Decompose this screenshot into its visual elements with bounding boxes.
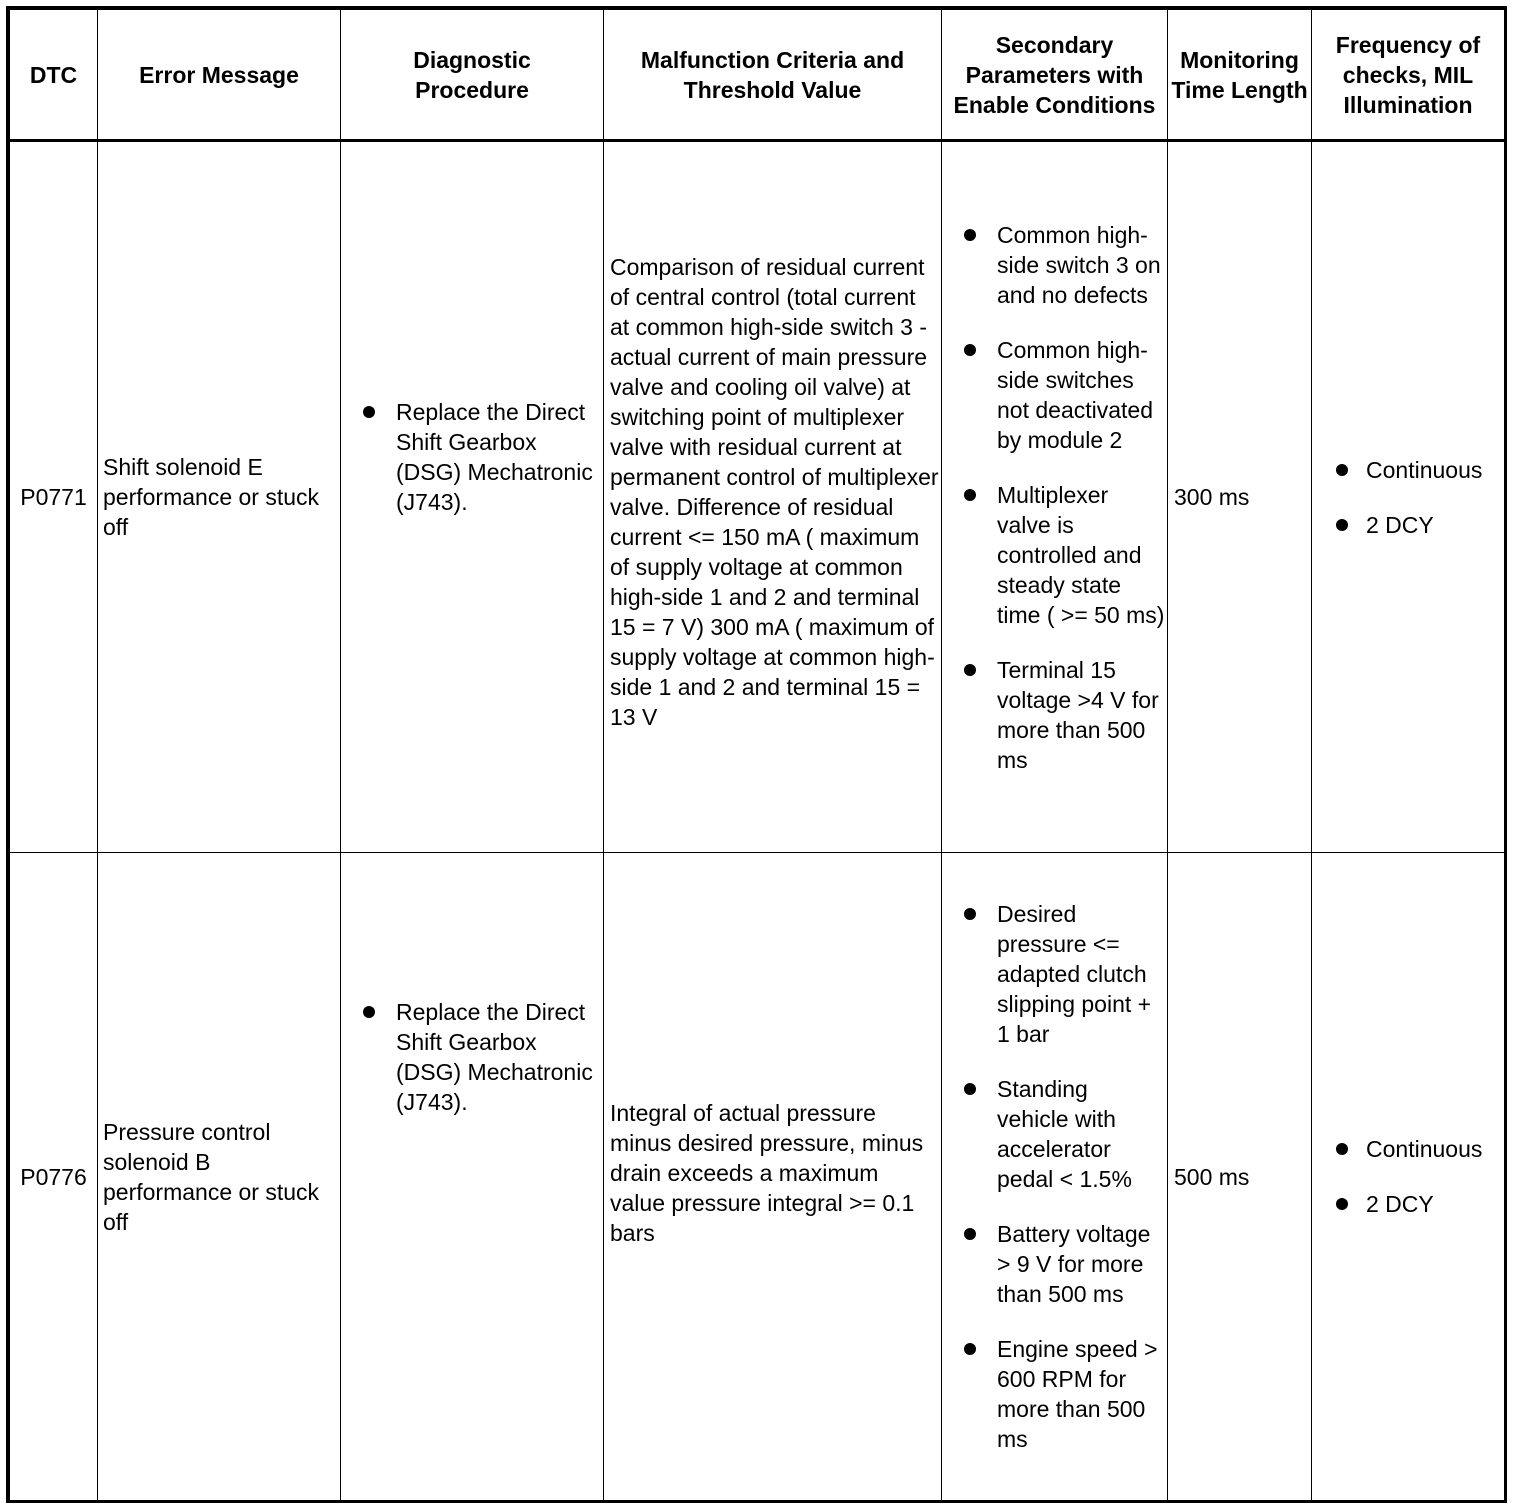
cell-monitoring-time: 300 ms — [1168, 141, 1312, 853]
frequency-item: Continuous — [1336, 1134, 1504, 1164]
frequency-item: 2 DCY — [1336, 1189, 1504, 1219]
table-row — [10, 853, 1505, 1501]
secondary-parameter-item: Engine speed > 600 RPM for more than 500 ms — [964, 1334, 1165, 1454]
cell-diagnostic-procedure — [341, 853, 604, 1501]
header-dtc: DTC — [10, 10, 98, 141]
secondary-parameter-item: Standing vehicle with accelerator pedal < 1.5% — [964, 1074, 1165, 1194]
cell-malfunction-criteria — [604, 853, 942, 1501]
frequency-item: Continuous — [1336, 455, 1504, 485]
criteria-text: Integral of actual pressure minus desired pressure, minus drain exceeds a maximum value pressure integral >= 0.1 bars — [610, 1099, 924, 1246]
procedure-item: Replace the Direct Shift Gearbox (DSG) Mechatronic (J743). — [363, 997, 597, 1117]
dtc-table — [9, 9, 1505, 1501]
criteria-text: Comparison of residual current of central control (total current at common high-side switch 3 - actual current of main pressure valve and cooling oil valve) at switching point of multiplexer valve with residual current at permanent control of multiplexer valve. Difference of residual current <= 150 mA ( maximum of supply voltage at common high-side 1 and 2 and terminal 15 = 7 V) 300 mA ( maximum of supply voltage at common high-side 1 and 2 and terminal 15 = 13 V — [610, 254, 939, 730]
secondary-parameter-item: Battery voltage > 9 V for more than 500 ms — [964, 1219, 1165, 1309]
secondary-parameter-item: Common high-side switch 3 on and no defects — [964, 220, 1165, 310]
cell-dtc: P0771 — [10, 141, 98, 853]
cell-dtc: P0776 — [10, 853, 98, 1501]
cell-frequency — [1312, 853, 1505, 1501]
cell-monitoring-time: 500 ms — [1168, 853, 1312, 1501]
secondary-parameter-item: Multiplexer valve is controlled and steady state time ( >= 50 ms) — [964, 480, 1165, 630]
cell-secondary-parameters — [942, 853, 1168, 1501]
frequency-item: 2 DCY — [1336, 510, 1504, 540]
cell-secondary-parameters — [942, 141, 1168, 853]
secondary-parameter-item: Desired pressure <= adapted clutch slipping point + 1 bar — [964, 899, 1165, 1049]
header-secondary-parameters: Secondary Parameters with Enable Conditions — [942, 10, 1168, 141]
header-malfunction-criteria: Malfunction Criteria and Threshold Value — [604, 10, 942, 141]
cell-diagnostic-procedure — [341, 141, 604, 853]
table-header-row — [10, 10, 1505, 141]
cell-error-message: Shift solenoid E performance or stuck off — [98, 141, 341, 853]
cell-frequency — [1312, 141, 1505, 853]
secondary-parameter-item: Terminal 15 voltage >4 V for more than 500 ms — [964, 655, 1165, 775]
header-frequency: Frequency of checks, MIL Illumination — [1312, 10, 1505, 141]
procedure-item: Replace the Direct Shift Gearbox (DSG) Mechatronic (J743). — [363, 397, 597, 517]
table-row — [10, 141, 1505, 853]
secondary-parameter-item: Common high-side switches not deactivated by module 2 — [964, 335, 1165, 455]
dtc-table-container — [6, 6, 1507, 1503]
header-monitoring-time: Monitoring Time Length — [1168, 10, 1312, 141]
header-diagnostic-procedure: Diagnostic Procedure — [341, 10, 604, 141]
cell-malfunction-criteria — [604, 141, 942, 853]
cell-error-message: Pressure control solenoid B performance or stuck off — [98, 853, 341, 1501]
header-error-message: Error Message — [98, 10, 341, 141]
